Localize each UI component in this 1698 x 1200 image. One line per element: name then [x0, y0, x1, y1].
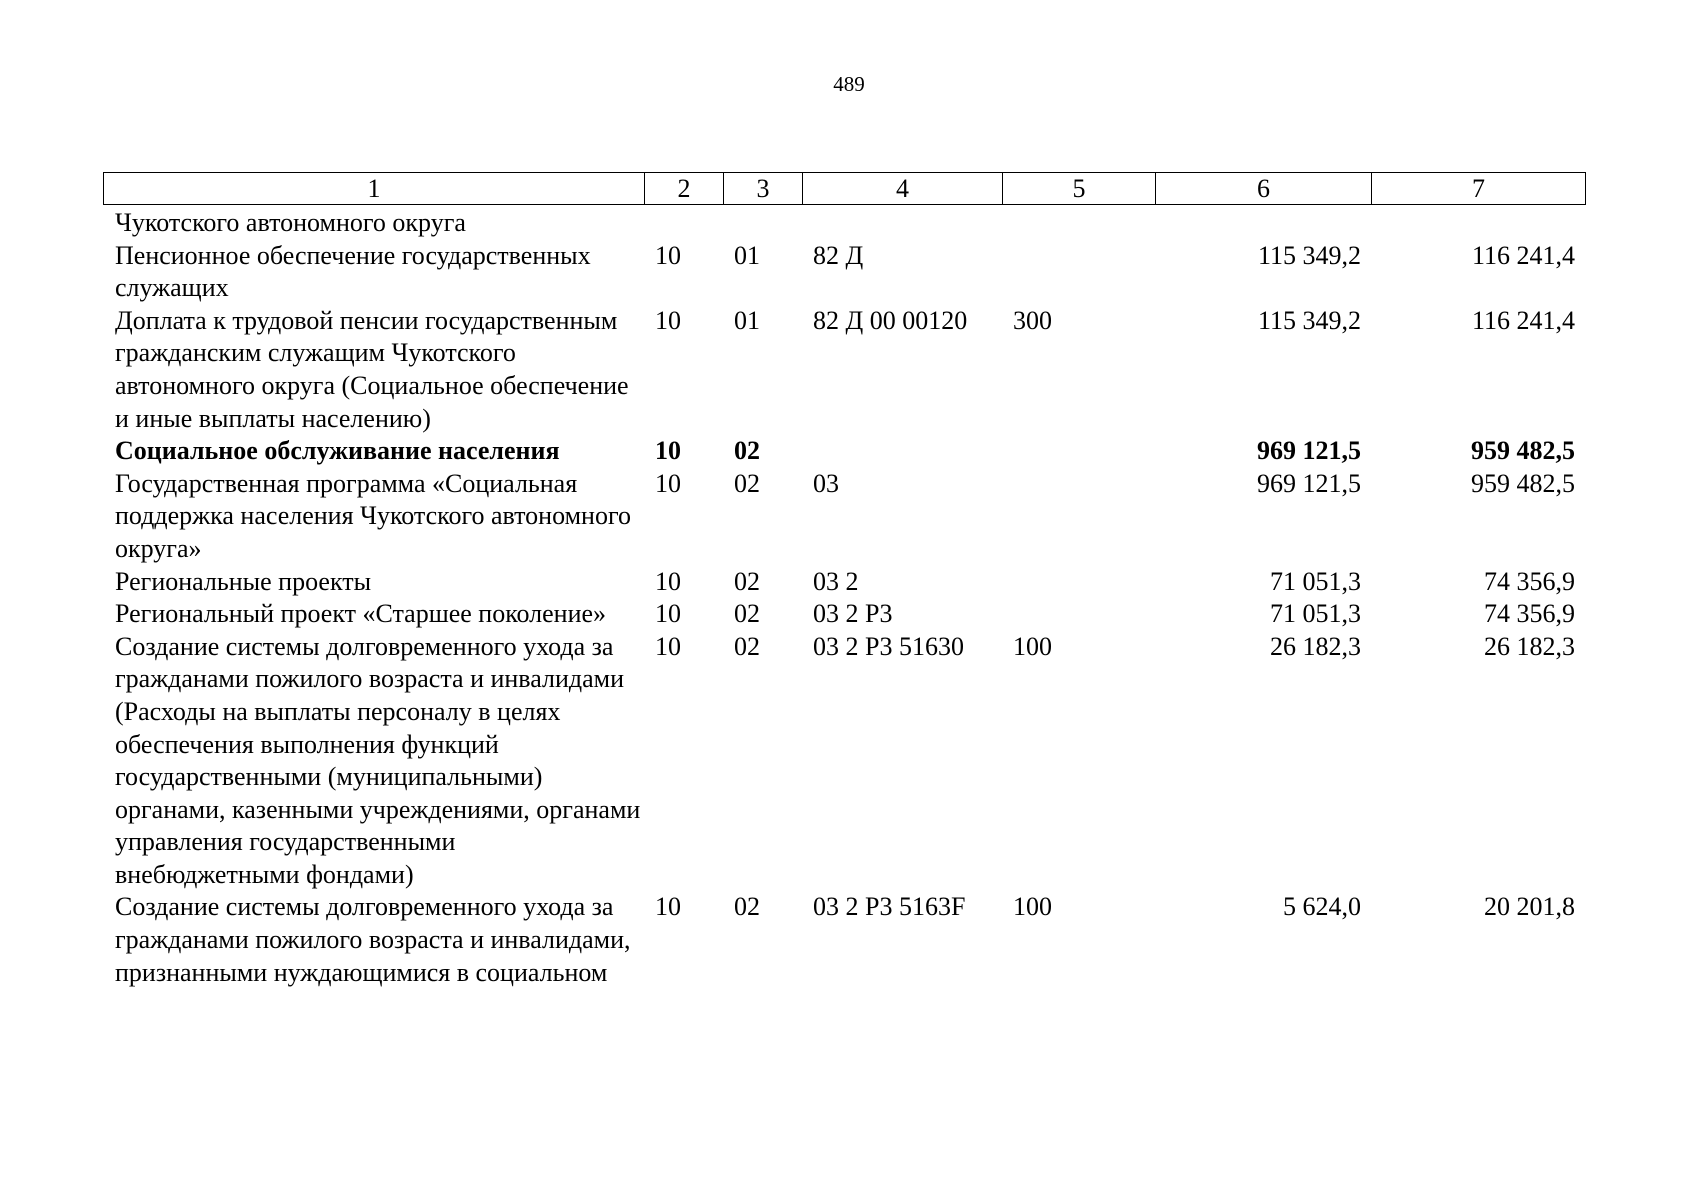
row-subsection-code: 02	[734, 436, 760, 466]
row-amount-year-1: 115 349,2	[1257, 305, 1361, 335]
row-target-article-code: 82 Д 00 00120	[813, 305, 968, 335]
row-subsection-code: 02	[734, 892, 760, 922]
row-target-article-code: 03 2 P3 51630	[813, 631, 964, 661]
row-name: Государственная программа «Социальная поддержка населения Чукотского автономного округа»	[115, 468, 631, 563]
row-target-article-code: 03 2 P3 5163F	[813, 892, 966, 922]
table-row	[103, 566, 1585, 599]
row-section-code: 10	[655, 599, 681, 629]
row-name: Создание системы долговременного ухода за гражданами пожилого возраста и инвалидами, признанными нуждающимися в социальном	[115, 892, 631, 987]
row-subsection-code: 02	[734, 631, 760, 661]
table-row	[103, 631, 1585, 892]
row-section-code: 10	[655, 240, 681, 270]
column-header-4: 4	[803, 173, 1003, 205]
column-header-row	[104, 173, 1586, 205]
row-subsection-code: 02	[734, 468, 760, 498]
row-section-code	[644, 207, 723, 240]
row-subsection-code: 01	[734, 240, 760, 270]
row-expense-type-code	[1002, 240, 1155, 305]
row-expense-type-code: 100	[1013, 892, 1052, 922]
row-section-code: 10	[655, 566, 681, 596]
row-amount-year-2: 74 356,9	[1484, 599, 1575, 629]
column-header-6: 6	[1156, 173, 1372, 205]
row-amount-year-2: 26 182,3	[1484, 631, 1575, 661]
row-target-article-code: 82 Д	[813, 240, 864, 270]
table-row	[103, 468, 1585, 566]
row-target-article-code: 03 2 P3	[813, 599, 893, 629]
row-target-article-code	[802, 435, 1002, 468]
row-name: Доплата к трудовой пенсии государственным гражданским служащим Чукотского автономного округа (Социальное обеспечение и иные выплаты населению)	[115, 305, 629, 433]
row-amount-year-1: 26 182,3	[1270, 631, 1361, 661]
row-amount-year-2: 116 241,4	[1471, 240, 1575, 270]
table-row	[103, 435, 1585, 468]
row-subsection-code: 01	[734, 305, 760, 335]
row-amount-year-2	[1371, 207, 1585, 240]
column-header-7: 7	[1372, 173, 1586, 205]
row-amount-year-2: 959 482,5	[1471, 468, 1575, 498]
row-amount-year-2: 20 201,8	[1484, 892, 1575, 922]
table-row	[103, 891, 1585, 989]
row-amount-year-1: 71 051,3	[1270, 566, 1361, 596]
row-section-code: 10	[655, 631, 681, 661]
row-section-code: 10	[655, 468, 681, 498]
row-amount-year-2: 116 241,4	[1471, 305, 1575, 335]
row-name: Пенсионное обеспечение государственных служащих	[115, 240, 591, 303]
row-expense-type-code	[1002, 435, 1155, 468]
row-section-code: 10	[655, 436, 681, 466]
row-subsection-code	[723, 207, 802, 240]
row-amount-year-1: 969 121,5	[1257, 468, 1361, 498]
row-amount-year-1: 115 349,2	[1257, 240, 1361, 270]
column-header-2: 2	[645, 173, 724, 205]
row-expense-type-code	[1002, 468, 1155, 566]
row-target-article-code	[802, 207, 1002, 240]
table-row	[103, 598, 1585, 631]
table-row	[103, 207, 1585, 240]
row-amount-year-2: 74 356,9	[1484, 566, 1575, 596]
column-header-table	[103, 172, 1586, 205]
row-section-code: 10	[655, 305, 681, 335]
column-header-3: 3	[724, 173, 803, 205]
row-name: Социальное обслуживание населения	[115, 436, 560, 466]
page-number: 489	[833, 72, 865, 96]
row-name: Региональный проект «Старшее поколение»	[115, 599, 607, 629]
row-name: Создание системы долговременного ухода за гражданами пожилого возраста и инвалидами (Расходы на выплаты персоналу в целях обеспечения выполнения функций государственными (муниципальными) органами, казенными учреждениями, органами управления государственными внебюджетными фондами)	[115, 631, 641, 889]
row-expense-type-code: 100	[1013, 631, 1052, 661]
table-row	[103, 305, 1585, 435]
row-expense-type-code	[1002, 566, 1155, 599]
column-header-1: 1	[104, 173, 645, 205]
row-expense-type-code	[1002, 207, 1155, 240]
row-amount-year-1: 5 624,0	[1283, 892, 1361, 922]
row-target-article-code: 03	[813, 468, 839, 498]
table-row	[103, 240, 1585, 305]
row-subsection-code: 02	[734, 599, 760, 629]
row-amount-year-2: 959 482,5	[1471, 436, 1575, 466]
row-name: Региональные проекты	[115, 566, 372, 596]
row-expense-type-code	[1002, 598, 1155, 631]
budget-table-body	[103, 207, 1585, 989]
row-amount-year-1: 969 121,5	[1257, 436, 1361, 466]
row-amount-year-1	[1155, 207, 1371, 240]
row-section-code: 10	[655, 892, 681, 922]
row-amount-year-1: 71 051,3	[1270, 599, 1361, 629]
row-subsection-code: 02	[734, 566, 760, 596]
row-name: Чукотского автономного округа	[115, 208, 466, 237]
column-header-5: 5	[1003, 173, 1156, 205]
row-expense-type-code: 300	[1013, 305, 1052, 335]
row-target-article-code: 03 2	[813, 566, 859, 596]
